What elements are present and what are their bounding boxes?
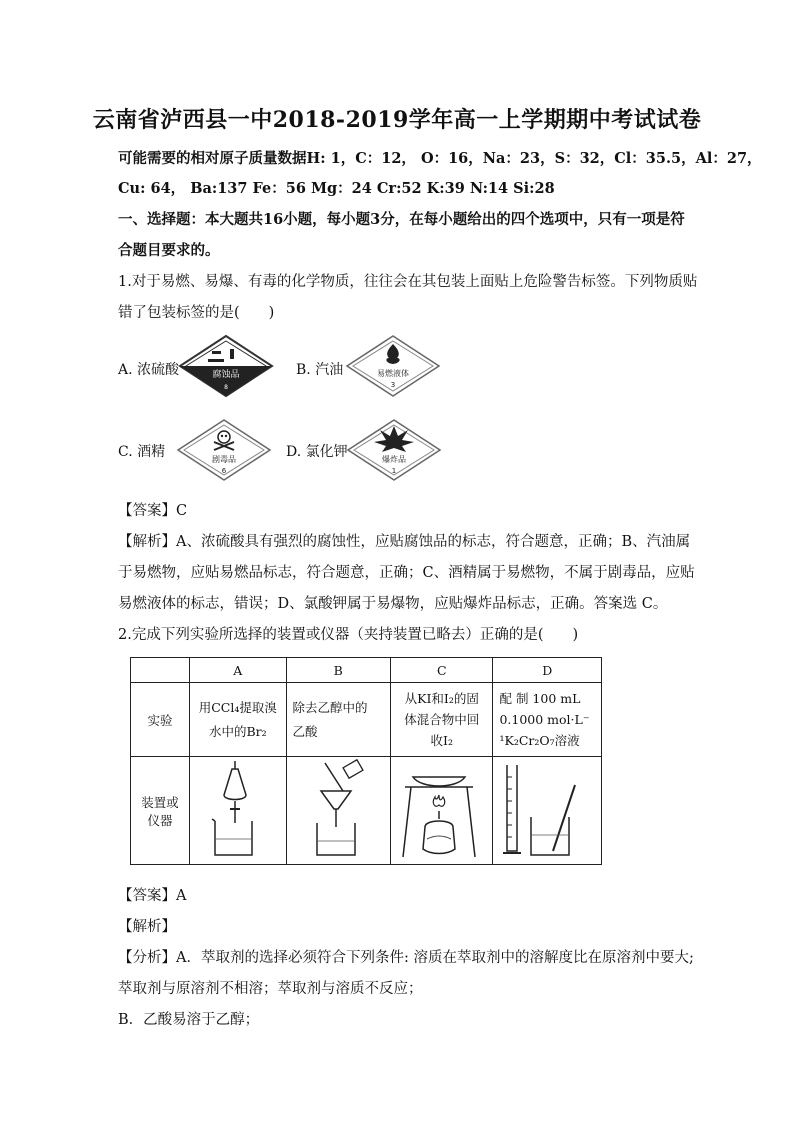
- q2-row-apparatus-label: 装置或仪器: [131, 757, 190, 865]
- q2-exp-d: [493, 683, 602, 757]
- q2-header-c: C: [391, 658, 493, 683]
- q1-option-b-sign-text: 易燃液体: [377, 369, 409, 378]
- explosive-sign-icon: [346, 418, 442, 482]
- q1-option-b-sign-num: 3: [390, 381, 396, 389]
- page-title: 云南省泸西县一中2018-2019学年高一上学期期中考试试卷: [92, 107, 702, 133]
- q2-analysis-line2: 萃取剂与原溶剂不相溶；萃取剂与溶质不反应；: [118, 981, 423, 997]
- q2-analysis-line3: B．乙酸易溶于乙醇；: [118, 1012, 260, 1028]
- q2-exp-d-line3: ¹K₂Cr₂O₇溶液: [499, 733, 580, 749]
- q2-row-experiment-label: 实验: [131, 683, 190, 757]
- q1-option-a-sign-text: 腐蚀品: [212, 370, 240, 380]
- q2-exp-b-line2: 乙酸: [292, 723, 318, 739]
- q1-option-c-label: C. 酒精: [118, 444, 166, 460]
- corrosive-sign-icon: [178, 334, 274, 398]
- q2-exp-b: [286, 683, 390, 757]
- q2-header-empty: [131, 658, 190, 683]
- evaporating-dish-icon: [391, 757, 487, 861]
- q1-option-c-sign-num: 6: [221, 467, 227, 475]
- separatory-funnel-icon: [190, 757, 280, 861]
- q2-exp-d-line1: 配 制 100 mL: [499, 690, 581, 706]
- q2-answer: 【答案】A: [118, 888, 187, 904]
- atomic-mass-line1: 可能需要的相对原子质量数据H: 1，C：12， O：16，Na：23，S：32，Cl：35.5，Al：27，: [118, 150, 762, 167]
- toxic-sign-icon: [176, 418, 272, 482]
- q2-exp-a-line1: 用CCl₄提取溴: [198, 699, 277, 715]
- q1-answer: 【答案】C: [118, 503, 188, 519]
- q2-analysis-heading: 【解析】: [118, 919, 176, 935]
- q2-exp-a-line2: 水中的Br₂: [208, 723, 267, 739]
- q1-analysis-line3: 易燃液体的标志，错误；D、氯酸钾属于易爆物，应贴爆炸品标志，正确。答案选 C。: [118, 596, 668, 612]
- q1-option-b-label: B. 汽油: [296, 362, 344, 378]
- q1-stem-line2: 错了包装标签的是( ): [118, 305, 275, 321]
- q1-option-a-label: A. 浓硫酸: [118, 362, 180, 378]
- q2-apparatus-d: [493, 757, 602, 865]
- q2-header-d: D: [493, 658, 602, 683]
- q1-option-d-sign-num: 1: [391, 467, 397, 475]
- atomic-mass-line2: Cu: 64， Ba:137 Fe：56 Mg：24 Cr:52 K:39 N:14 Si:28: [118, 180, 555, 197]
- q2-analysis-line1: 【分析】A．萃取剂的选择必须符合下列条件: 溶质在萃取剂中的溶解度比在原溶剂中要大;: [118, 950, 694, 966]
- q2-apparatus-b: [286, 757, 390, 865]
- flammable-liquid-sign-icon: [345, 334, 441, 398]
- q2-exp-b-line1: 除去乙醇中的: [292, 699, 368, 715]
- q2-apparatus-a: [190, 757, 286, 865]
- q2-exp-c: [391, 683, 493, 757]
- q2-exp-c-line3: 收I₂: [430, 733, 453, 749]
- q1-analysis-line1: 【解析】A、浓硫酸具有强烈的腐蚀性，应贴腐蚀品的标志，符合题意，正确；B、汽油属: [118, 534, 691, 550]
- q2-stem: 2.完成下列实验所选择的装置或仪器（夹持装置已略去）正确的是( ): [118, 627, 579, 643]
- q1-option-c-sign-text: 剧毒品: [212, 455, 236, 464]
- q2-header-b: B: [286, 658, 390, 683]
- q2-apparatus-c: [391, 757, 493, 865]
- section-heading-line2: 合题目要求的。: [118, 242, 220, 259]
- q1-option-d-sign-text: 爆炸品: [382, 455, 406, 464]
- q2-exp-a: [190, 683, 286, 757]
- q1-option-a-sign-num: 8: [224, 384, 228, 391]
- q2-table: [130, 657, 602, 865]
- q1-option-d-label: D. 氯化钾: [286, 444, 348, 460]
- filtration-funnel-icon: [287, 757, 385, 861]
- q1-stem-line1: 1.对于易燃、易爆、有毒的化学物质，往往会在其包装上面贴上危险警告标签。下列物质贴: [118, 274, 698, 290]
- q2-header-a: A: [190, 658, 286, 683]
- graduated-cylinder-icon: [493, 757, 595, 861]
- q2-exp-d-line2: 0.1000 mol·L⁻: [499, 711, 590, 727]
- q2-exp-c-line1: 从KI和I₂的固: [404, 690, 479, 706]
- section-heading-line1: 一、选择题：本大题共16小题，每小题3分，在每小题给出的四个选项中，只有一项是符: [118, 211, 685, 228]
- q2-exp-c-line2: 体混合物中回: [404, 711, 480, 727]
- q1-analysis-line2: 于易燃物，应贴易燃品标志，符合题意，正确；C、酒精属于易燃物，不属于剧毒品，应贴: [118, 565, 695, 581]
